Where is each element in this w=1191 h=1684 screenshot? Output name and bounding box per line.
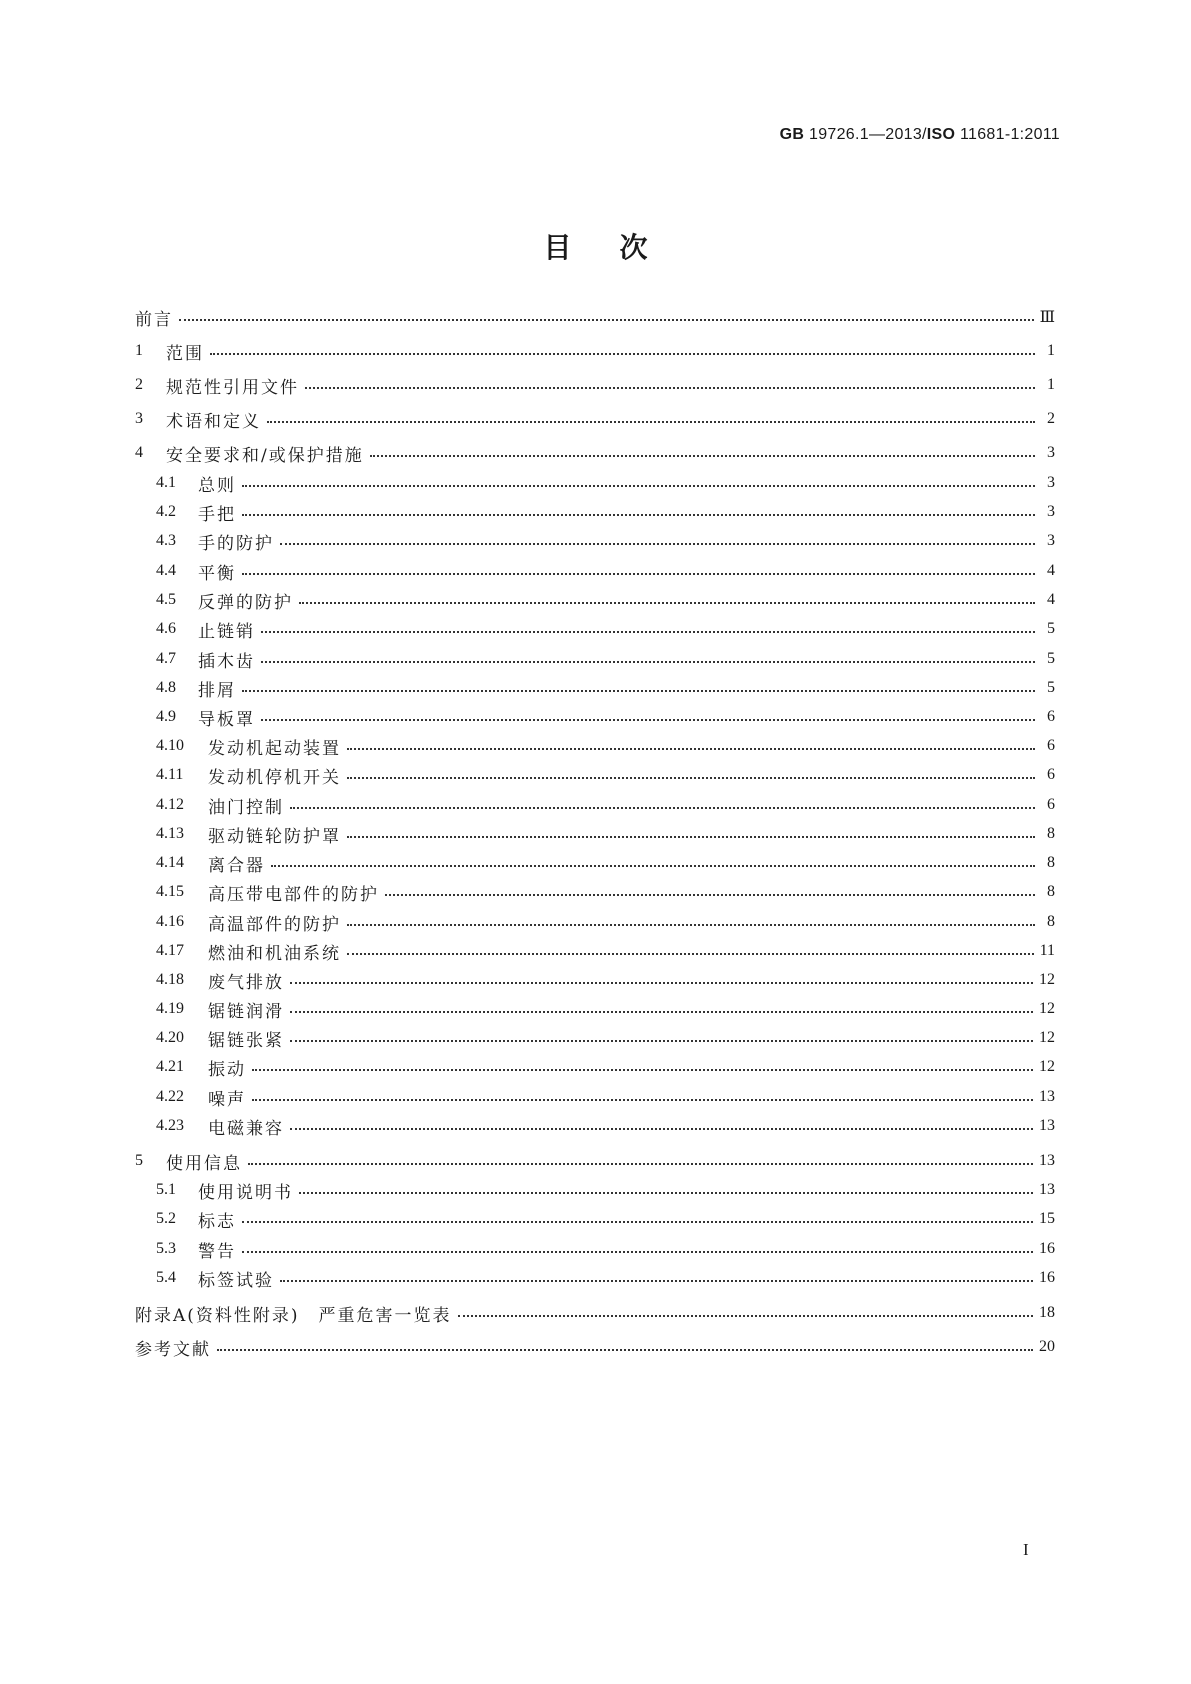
- toc-entry-label: 发动机停机开关: [208, 767, 341, 788]
- toc-dot-leader: [299, 1192, 1033, 1194]
- toc-entry-label: 油门控制: [208, 797, 284, 818]
- toc-entry-number: 4.20: [156, 1029, 184, 1046]
- page-title: 目次: [543, 231, 696, 264]
- toc-entry-page: 13: [1039, 1088, 1055, 1105]
- toc-entry-page: 5: [1047, 679, 1055, 696]
- toc-entry-number: 5.2: [156, 1210, 176, 1227]
- toc-entry-label: 标志: [198, 1211, 236, 1232]
- toc-entry[interactable]: [135, 372, 1055, 398]
- toc-entry-label: 参考文献: [135, 1339, 211, 1360]
- toc-entry[interactable]: [156, 967, 1055, 993]
- toc-entry-page: 3: [1047, 532, 1055, 549]
- toc-entry-number: 4.2: [156, 503, 176, 520]
- toc-entry-page: 6: [1047, 708, 1055, 725]
- code-main: 19726.1—2013/: [809, 126, 927, 143]
- toc-entry-number: 4.14: [156, 854, 184, 871]
- toc-entry-page: 15: [1039, 1210, 1055, 1227]
- toc-entry-page: 18: [1039, 1304, 1055, 1321]
- toc-entry-page: 20: [1039, 1338, 1055, 1355]
- toc-entry[interactable]: [156, 675, 1055, 701]
- toc-entry-label: 驱动链轮防护罩: [208, 826, 341, 847]
- toc-entry-label: 插木齿: [198, 651, 255, 672]
- toc-dot-leader: [242, 1251, 1033, 1253]
- toc-entry-number: 1: [135, 342, 143, 359]
- toc-entry-number: 4.1: [156, 474, 176, 491]
- toc-entry-label: 锯链张紧: [208, 1030, 284, 1051]
- code-prefix: GB: [779, 126, 805, 143]
- toc-entry[interactable]: [156, 821, 1055, 847]
- toc-dot-leader: [261, 631, 1035, 633]
- toc-entry[interactable]: [156, 762, 1055, 788]
- toc-dot-leader: [347, 953, 1034, 955]
- toc-dot-leader: [242, 690, 1035, 692]
- toc-entry-page: 13: [1039, 1181, 1055, 1198]
- toc-entry-label: 高压带电部件的防护: [208, 884, 379, 905]
- toc-entry-page: 11: [1039, 942, 1055, 959]
- toc-entry[interactable]: [156, 558, 1055, 584]
- toc-entry-number: 5.4: [156, 1269, 176, 1286]
- toc-entry-label: 总则: [198, 475, 236, 496]
- toc-entry[interactable]: [135, 1300, 1055, 1326]
- toc-entry[interactable]: [135, 440, 1055, 466]
- toc-entry[interactable]: [156, 616, 1055, 642]
- toc-entry-page: 2: [1047, 410, 1055, 427]
- toc-entry-page: 1: [1047, 342, 1055, 359]
- toc-entry-label: 离合器: [208, 855, 265, 876]
- toc-dot-leader: [347, 777, 1035, 779]
- toc-entry-page: 13: [1039, 1117, 1055, 1134]
- toc-entry-number: 4.17: [156, 942, 184, 959]
- toc-entry-number: 2: [135, 376, 143, 393]
- toc-dot-leader: [261, 661, 1035, 663]
- toc-entry-number: 4.16: [156, 913, 184, 930]
- toc-dot-leader: [242, 485, 1035, 487]
- toc-entry-number: 5: [135, 1152, 143, 1169]
- toc-entry-page: 13: [1039, 1152, 1055, 1169]
- toc-entry-label: 安全要求和/或保护措施: [166, 445, 364, 466]
- toc-entry[interactable]: [156, 704, 1055, 730]
- toc-entry-number: 4.9: [156, 708, 176, 725]
- toc-entry[interactable]: [156, 646, 1055, 672]
- toc-entry[interactable]: [156, 587, 1055, 613]
- toc-entry[interactable]: [156, 938, 1055, 964]
- toc-entry[interactable]: [156, 879, 1055, 905]
- toc-entry-label: 导板罩: [198, 709, 255, 730]
- toc-dot-leader: [210, 353, 1035, 355]
- toc-entry-label: 噪声: [208, 1089, 246, 1110]
- toc-entry[interactable]: [135, 338, 1055, 364]
- toc-entry[interactable]: [156, 470, 1055, 496]
- toc-entry-number: 4.15: [156, 883, 184, 900]
- toc-entry-number: 4.22: [156, 1088, 184, 1105]
- toc-entry-page: 16: [1039, 1269, 1055, 1286]
- toc-dot-leader: [290, 1128, 1033, 1130]
- toc-dot-leader: [217, 1349, 1033, 1351]
- toc-entry-label: 术语和定义: [166, 411, 261, 432]
- toc-dot-leader: [252, 1099, 1033, 1101]
- toc-entry-label: 使用信息: [166, 1153, 242, 1174]
- toc-dot-leader: [347, 836, 1035, 838]
- toc-dot-leader: [261, 719, 1035, 721]
- toc-entry[interactable]: [156, 1054, 1055, 1080]
- toc-entry-number: 4.10: [156, 737, 184, 754]
- toc-dot-leader: [347, 924, 1035, 926]
- toc-dot-leader: [248, 1163, 1033, 1165]
- toc-entry-label: 附录A(资料性附录) 严重危害一览表: [135, 1305, 452, 1326]
- toc-entry-label: 废气排放: [208, 972, 284, 993]
- toc-dot-leader: [385, 894, 1035, 896]
- code-iso-number: 11681-1:2011: [960, 126, 1060, 143]
- toc-entry-label: 发动机起动装置: [208, 738, 341, 759]
- toc-dot-leader: [280, 1280, 1033, 1282]
- toc-entry-label: 范围: [166, 343, 204, 364]
- toc-entry-label: 燃油和机油系统: [208, 943, 341, 964]
- toc-entry-page: 12: [1039, 1029, 1055, 1046]
- toc-dot-leader: [280, 543, 1035, 545]
- toc-entry-page: 8: [1047, 825, 1055, 842]
- toc-entry-number: 4.21: [156, 1058, 184, 1075]
- toc-entry[interactable]: [156, 996, 1055, 1022]
- toc-entry[interactable]: [156, 1265, 1055, 1291]
- toc-entry-label: 手的防护: [198, 533, 274, 554]
- toc-entry-page: 1: [1047, 376, 1055, 393]
- toc-entry-page: 3: [1047, 444, 1055, 461]
- toc-entry-label: 排屑: [198, 680, 236, 701]
- toc-entry[interactable]: [156, 1025, 1055, 1051]
- toc-entry-page: 3: [1047, 474, 1055, 491]
- toc-entry-page: 4: [1047, 562, 1055, 579]
- toc-entry[interactable]: [156, 850, 1055, 876]
- toc-dot-leader: [290, 982, 1033, 984]
- toc-entry-number: 4.7: [156, 650, 176, 667]
- toc-entry-number: 4.4: [156, 562, 176, 579]
- toc-entry[interactable]: [156, 499, 1055, 525]
- toc-entry-label: 反弹的防护: [198, 592, 293, 613]
- toc-entry-number: 4.3: [156, 532, 176, 549]
- toc-entry[interactable]: [156, 1236, 1055, 1262]
- toc-entry-number: 4.23: [156, 1117, 184, 1134]
- toc-entry[interactable]: [156, 792, 1055, 818]
- toc-dot-leader: [252, 1069, 1033, 1071]
- document-code: [780, 126, 1060, 144]
- toc-entry[interactable]: [135, 1148, 1055, 1174]
- toc-dot-leader: [290, 1040, 1033, 1042]
- toc-dot-leader: [242, 1221, 1033, 1223]
- toc-dot-leader: [267, 421, 1035, 423]
- toc-entry-label: 使用说明书: [198, 1182, 293, 1203]
- toc-entry[interactable]: [156, 1113, 1055, 1139]
- toc-dot-leader: [299, 602, 1035, 604]
- toc-entry[interactable]: [156, 1084, 1055, 1110]
- toc-entry-page: Ⅲ: [1039, 309, 1055, 326]
- toc-entry-page: 5: [1047, 620, 1055, 637]
- toc-entry-page: 16: [1039, 1240, 1055, 1257]
- toc-entry-number: 4.18: [156, 971, 184, 988]
- toc-entry-page: 6: [1047, 796, 1055, 813]
- toc-entry-number: 4.13: [156, 825, 184, 842]
- toc-entry-label: 手把: [198, 504, 236, 525]
- toc-entry-label: 高温部件的防护: [208, 914, 341, 935]
- toc-entry[interactable]: [135, 304, 1055, 330]
- toc-entry-page: 12: [1039, 1058, 1055, 1075]
- toc-entry-page: 12: [1039, 1000, 1055, 1017]
- toc-dot-leader: [242, 573, 1035, 575]
- toc-dot-leader: [370, 455, 1035, 457]
- toc-entry[interactable]: [156, 733, 1055, 759]
- toc-entry-label: 电磁兼容: [208, 1118, 284, 1139]
- toc-dot-leader: [179, 319, 1034, 321]
- toc-entry-number: 4.8: [156, 679, 176, 696]
- toc-dot-leader: [458, 1315, 1033, 1317]
- toc-entry-page: 5: [1047, 650, 1055, 667]
- toc-entry-page: 8: [1047, 883, 1055, 900]
- toc-entry[interactable]: [156, 528, 1055, 554]
- toc-dot-leader: [290, 1011, 1033, 1013]
- toc-entry-number: 4.19: [156, 1000, 184, 1017]
- toc-entry[interactable]: [135, 1334, 1055, 1360]
- toc-entry-page: 6: [1047, 737, 1055, 754]
- toc-entry-label: 规范性引用文件: [166, 377, 299, 398]
- toc-entry-label: 前言: [135, 309, 173, 330]
- toc-entry-number: 4.6: [156, 620, 176, 637]
- toc-dot-leader: [347, 748, 1035, 750]
- toc-entry-label: 标签试验: [198, 1270, 274, 1291]
- code-iso: ISO: [926, 126, 956, 143]
- toc-dot-leader: [242, 514, 1035, 516]
- toc-entry[interactable]: [156, 1177, 1055, 1203]
- toc-entry-page: 3: [1047, 503, 1055, 520]
- toc-dot-leader: [305, 387, 1035, 389]
- toc-entry-label: 止链销: [198, 621, 255, 642]
- toc-entry[interactable]: [135, 406, 1055, 432]
- toc-entry-number: 3: [135, 410, 143, 427]
- toc-entry-page: 4: [1047, 591, 1055, 608]
- toc-entry-number: 4: [135, 444, 143, 461]
- toc-entry-label: 振动: [208, 1059, 246, 1080]
- toc-entry-page: 12: [1039, 971, 1055, 988]
- toc-entry-number: 4.11: [156, 766, 184, 783]
- toc-entry-number: 4.5: [156, 591, 176, 608]
- toc-entry-page: 6: [1047, 766, 1055, 783]
- toc-entry-page: 8: [1047, 854, 1055, 871]
- toc-entry[interactable]: [156, 1206, 1055, 1232]
- toc-entry-label: 锯链润滑: [208, 1001, 284, 1022]
- toc-entry-page: 8: [1047, 913, 1055, 930]
- toc-entry-number: 4.12: [156, 796, 184, 813]
- toc-entry[interactable]: [156, 909, 1055, 935]
- toc-dot-leader: [271, 865, 1035, 867]
- toc-entry-number: 5.1: [156, 1181, 176, 1198]
- toc-entry-label: 平衡: [198, 563, 236, 584]
- toc-entry-label: 警告: [198, 1241, 236, 1262]
- toc-dot-leader: [290, 807, 1035, 809]
- toc-entry-number: 5.3: [156, 1240, 176, 1257]
- page-number: I: [1023, 1540, 1029, 1559]
